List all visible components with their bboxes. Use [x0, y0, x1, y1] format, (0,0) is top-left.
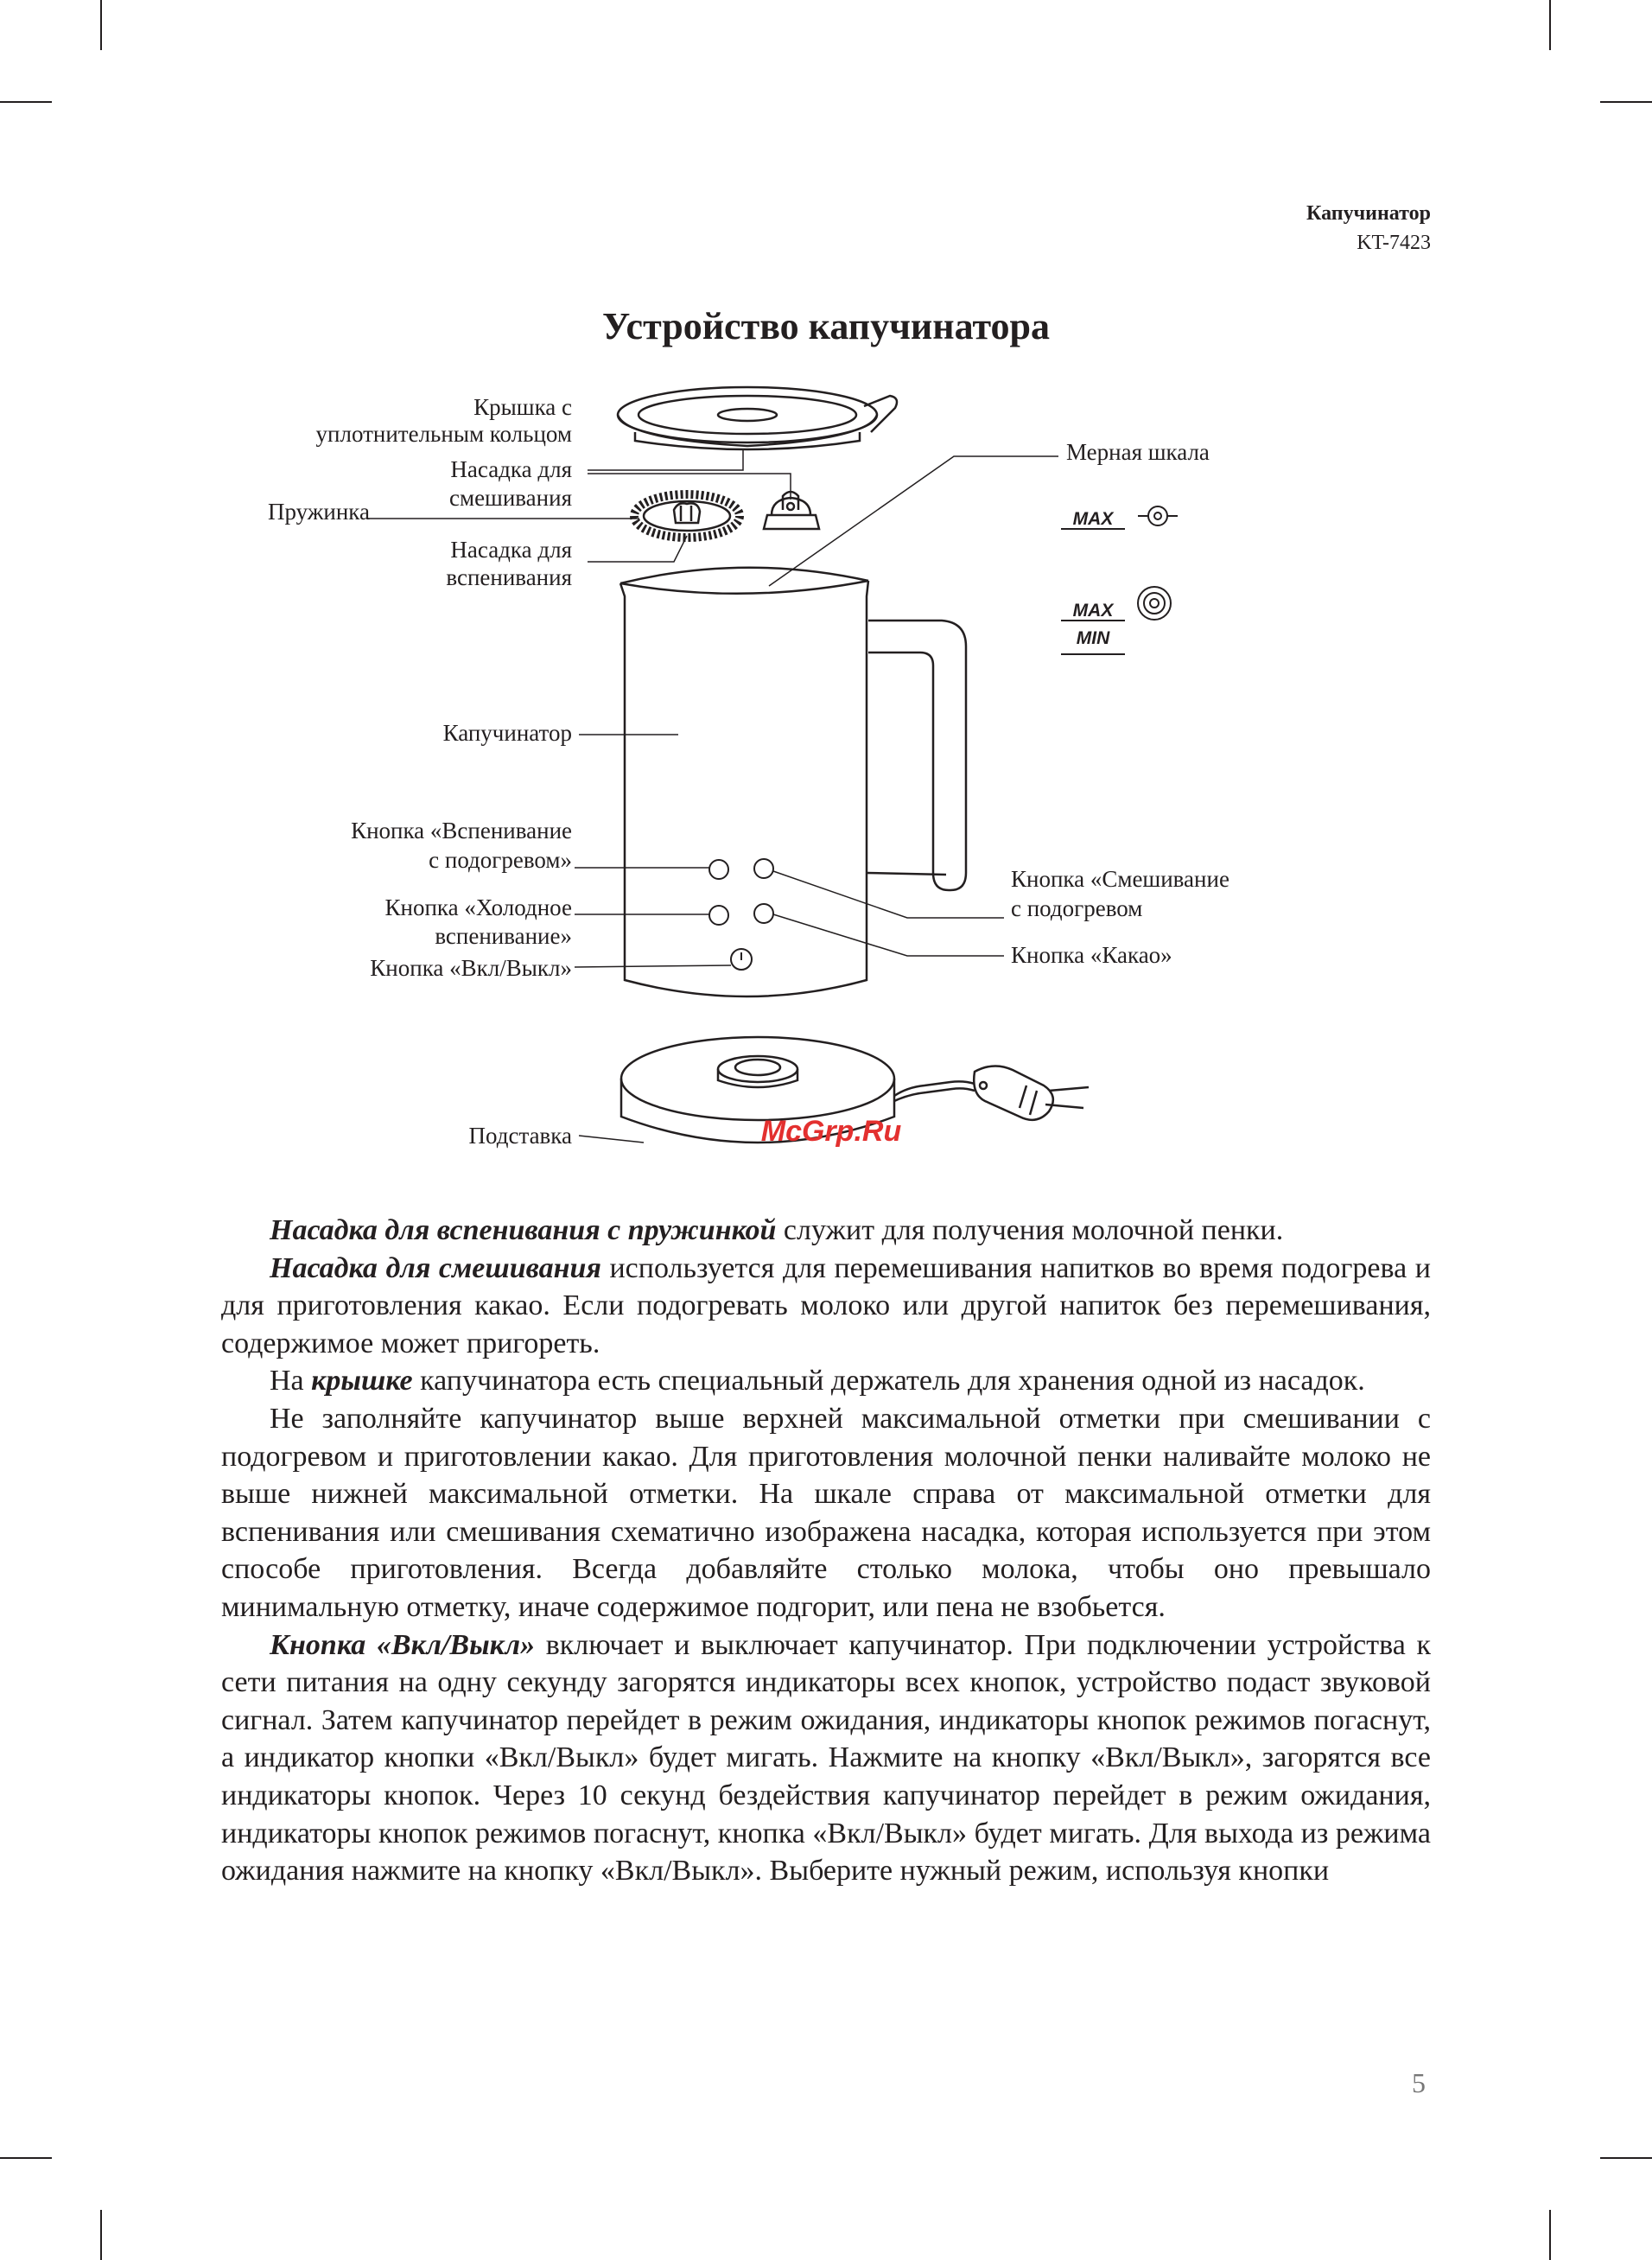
paragraph: Не заполняйте капучинатор выше верхней максимальной отметки при смешивании с подогревом и приготовлении какао. Для приготовления молочной пенки наливайте молоко не выше нижней максимальной отметки. На шкале справа от максимальной отметки для вспенивания или смешивания схематично изображена насадка, которая используется при этом способе приготовления. Всегда добавляйте столько молока, чтобы оно превышало минимальную отметку, иначе содержимое подгорит, или пена не взобьется.	[221, 1402, 1431, 1623]
lid-illustration	[618, 387, 897, 449]
label-mixing-nozzle: Насадка для	[450, 456, 572, 482]
label-btn-cocoa: Кнопка «Какао»	[1011, 942, 1172, 968]
label-lid: Крышка с	[473, 394, 572, 420]
button-icons-illustration	[709, 859, 773, 970]
label-base: Подставка	[468, 1123, 572, 1149]
term: Насадка для смешивания	[270, 1251, 601, 1284]
label-scale: Мерная шкала	[1066, 439, 1210, 465]
crop-mark	[0, 2157, 52, 2159]
label-frothing-nozzle: Насадка для	[450, 537, 572, 563]
label-lid: уплотнительным кольцом	[315, 421, 572, 447]
term: крышке	[311, 1365, 413, 1397]
watermark: McGrp.Ru	[760, 1115, 902, 1148]
crop-mark	[100, 2210, 102, 2260]
term: Насадка для вспенивания с пружинкой	[270, 1214, 777, 1246]
frothing-nozzle-illustration	[634, 494, 740, 538]
scale-min-label: MIN	[1076, 628, 1110, 648]
label-btn-hot-mix: Кнопка «Смешивание	[1011, 866, 1229, 892]
label-frothing-nozzle: вспенивания	[446, 564, 572, 590]
paragraph: Насадка для смешивания используется для перемешивания напитков во время подогрева и для приготовления какао. Если подогревать молоко или другой напиток без перемешивания, содержимое может пригореть.	[221, 1251, 1431, 1359]
paragraph: На крышке капучинатора есть специальный держатель для хранения одной из насадок.	[270, 1365, 1365, 1397]
crop-mark	[1549, 2210, 1551, 2260]
label-btn-hot-froth: с подогревом»	[429, 847, 572, 873]
crop-mark	[1600, 2157, 1652, 2159]
header-model: KT-7423	[1357, 232, 1431, 254]
body-text	[221, 1212, 1431, 1890]
label-btn-cold-froth: вспенивание»	[435, 923, 572, 949]
scale-max-label: MAX	[1072, 509, 1114, 529]
label-mixing-nozzle: смешивания	[449, 485, 572, 511]
label-btn-power: Кнопка «Вкл/Выкл»	[370, 955, 572, 981]
label-body: Капучинатор	[442, 720, 572, 746]
header-product: Капучинатор	[1306, 202, 1431, 225]
term: Кнопка «Вкл/Выкл»	[270, 1628, 536, 1661]
page-number: 5	[1412, 2067, 1426, 2098]
mixing-nozzle-illustration	[764, 492, 819, 529]
jug-illustration	[620, 568, 966, 996]
label-btn-cold-froth: Кнопка «Холодное	[384, 894, 572, 920]
label-spring: Пружинка	[267, 499, 370, 525]
scale-max-label: MAX	[1072, 601, 1114, 621]
label-btn-hot-mix: с подогревом	[1011, 895, 1143, 921]
paragraph: Насадка для вспенивания с пружинкой служит для получения молочной пенки.	[270, 1214, 1284, 1246]
page-title: Устройство капучинатора	[602, 305, 1050, 347]
label-btn-hot-froth: Кнопка «Вспенивание	[351, 818, 572, 844]
paragraph: Кнопка «Вкл/Выкл» включает и выключает капучинатор. При подключении устройства к сети питания на одну секунду загорятся индикаторы всех кнопок, устройство подаст звуковой сигнал. Затем капучинатор перейдет в режим ожидания, индикаторы кнопок режимов погаснут, а индикатор кнопки «Вкл/Выкл» будет мигать. Нажмите на кнопку «Вкл/Выкл», загорятся все индикаторы кнопок. Через 10 секунд бездействия капучинатор перейдет в режим ожидания, индикаторы кнопок режимов погаснут, кнопка «Вкл/Выкл» будет мигать. Для выхода из режима ожидания нажмите на кнопку «Вкл/Выкл». Выберите нужный режим, используя кнопки	[221, 1628, 1431, 1888]
